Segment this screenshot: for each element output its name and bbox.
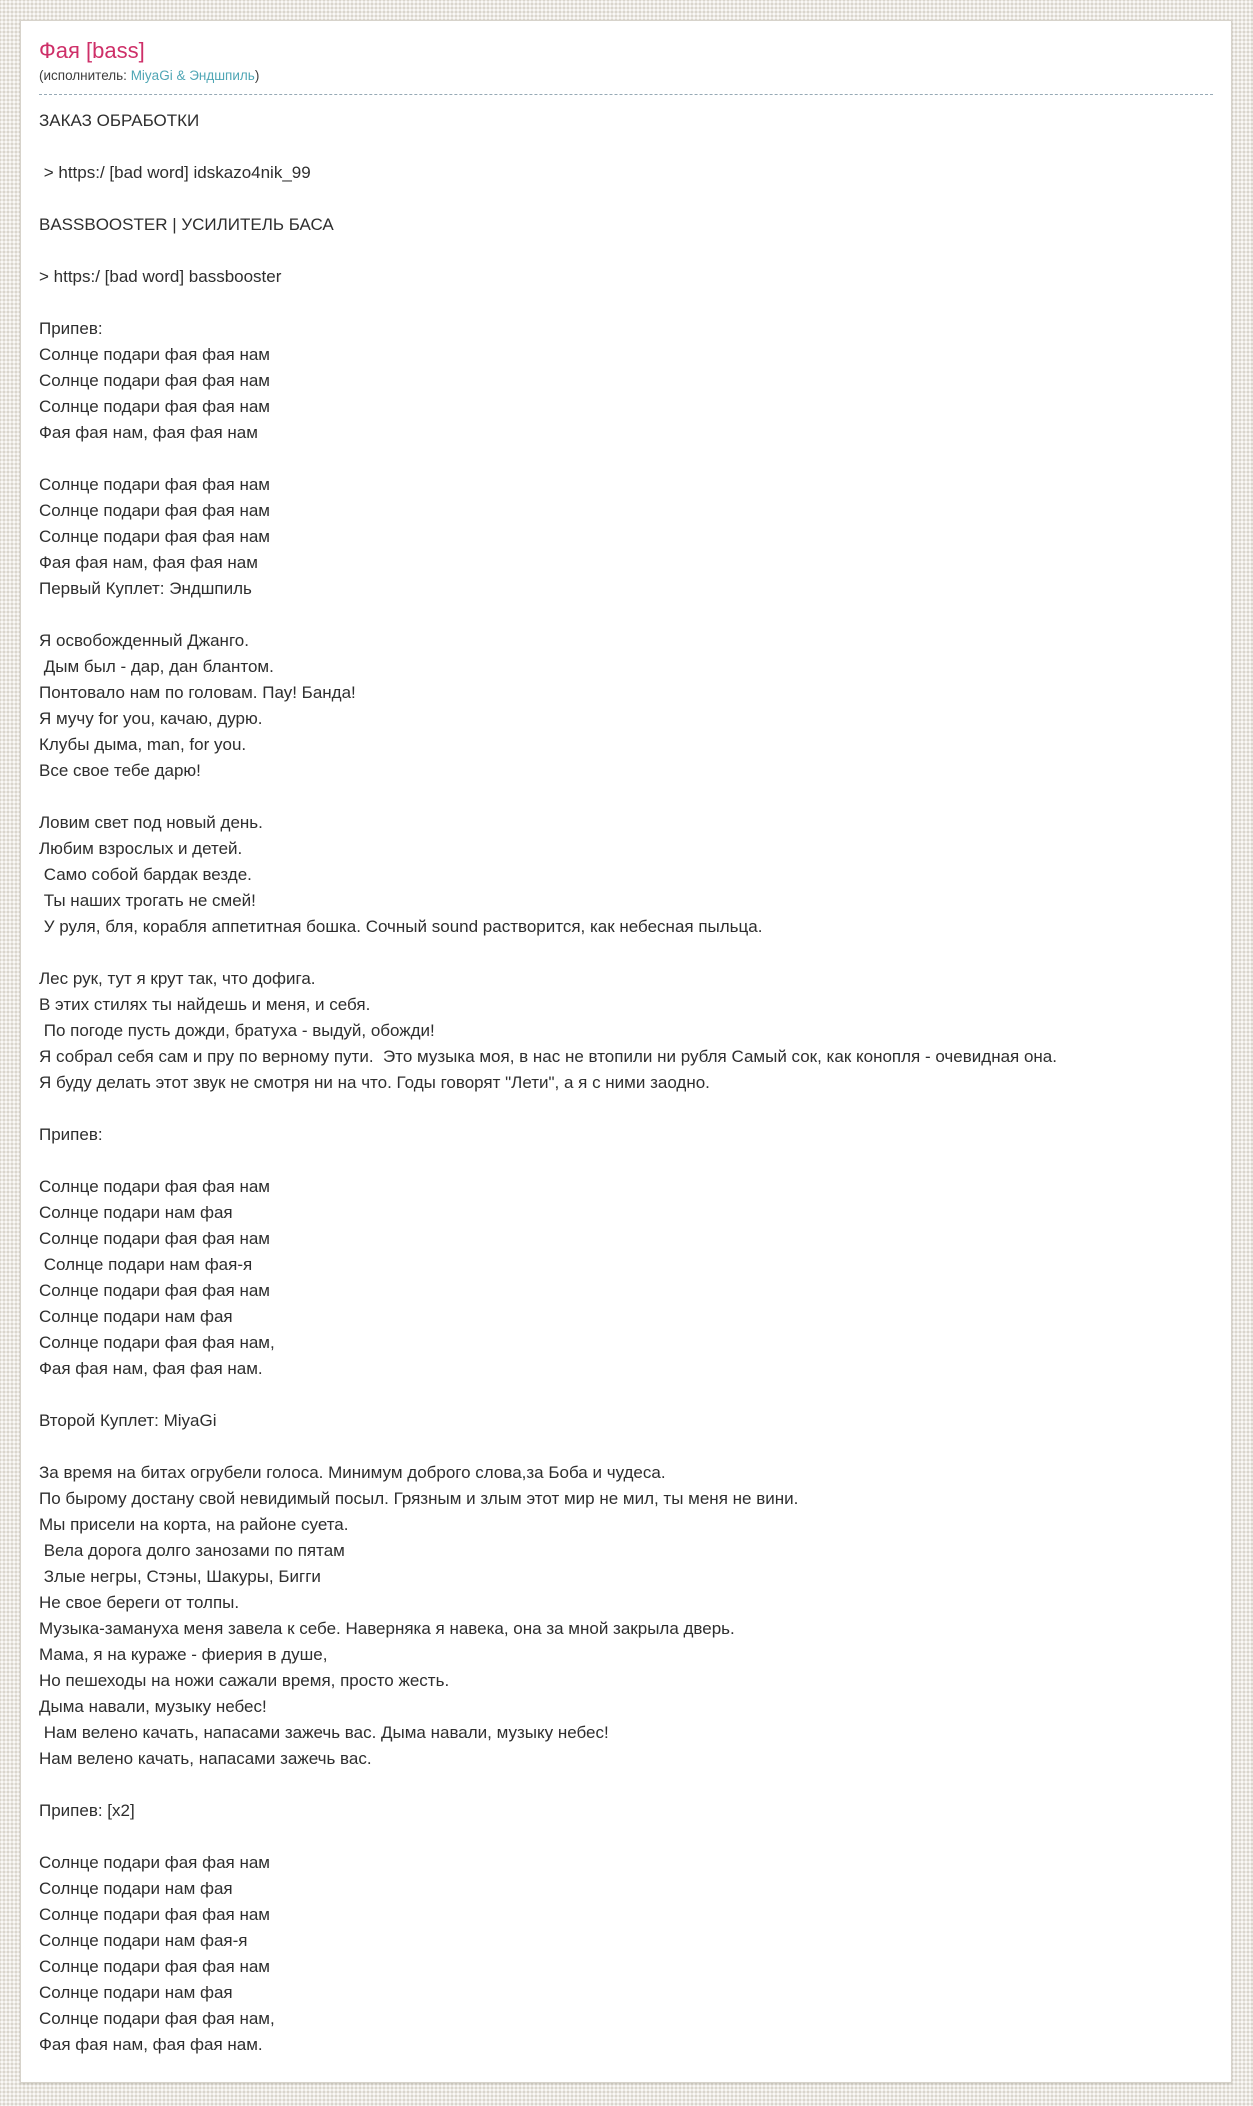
lyric-line: Солнце подари фая фая нам, <box>39 2009 275 2028</box>
lyric-line: Солнце подари нам фая-я <box>39 1255 253 1274</box>
lyric-line <box>39 1382 1213 1408</box>
lyric-line: Вела дорога долго занозами по пятам <box>39 1541 345 1560</box>
lyric-line <box>39 602 1213 628</box>
lyric-line: Солнце подари фая фая нам <box>39 527 270 546</box>
lyric-line: Я освобожденный Джанго. <box>39 631 249 650</box>
lyric-line: Я мучу for you, качаю, дурю. <box>39 709 263 728</box>
lyric-line: По бырому достану свой невидимый посыл. Грязным и злым этот мир не мил, ты меня не вини. <box>39 1489 799 1508</box>
lyric-line: Я буду делать этот звук не смотря ни на что. Годы говорят "Лети", а я с ними заодно. <box>39 1073 710 1092</box>
lyric-line: Фая фая нам, фая фая нам. <box>39 1359 263 1378</box>
lyric-line: Мама, я на кураже - фиерия в душе, <box>39 1645 328 1664</box>
lyric-line: Фая фая нам, фая фая нам <box>39 553 258 572</box>
lyric-line <box>39 290 1213 316</box>
lyrics-card <box>20 20 1232 2083</box>
lyric-line <box>39 940 1213 966</box>
lyric-line: Солнце подари фая фая нам <box>39 345 270 364</box>
lyric-line: Солнце подари нам фая <box>39 1203 233 1222</box>
lyric-line: Фая фая нам, фая фая нам. <box>39 2035 263 2054</box>
song-header <box>39 37 1213 95</box>
lyric-line: Солнце подари фая фая нам <box>39 1177 270 1196</box>
artist-suffix-label: ) <box>254 68 260 83</box>
lyrics-text <box>39 108 1213 2058</box>
lyric-line: BASSBOOSTER | УСИЛИТЕЛЬ БАСА <box>39 215 334 234</box>
lyric-line: Солнце подари фая фая нам <box>39 1905 270 1924</box>
lyric-line: Припев: [x2] <box>39 1801 135 1820</box>
lyric-line <box>39 238 1213 264</box>
lyric-line: Но пешеходы на ножи сажали время, просто жесть. <box>39 1671 450 1690</box>
lyric-line <box>39 1772 1213 1798</box>
lyric-line: Клубы дыма, man, for you. <box>39 735 247 754</box>
lyric-line: Музыка-замануха меня завела к себе. Наверняка я навека, она за мной закрыла дверь. <box>39 1619 735 1638</box>
lyric-line <box>39 186 1213 212</box>
lyric-line: Первый Куплет: Эндшпиль <box>39 579 252 598</box>
artist-prefix-label: (исполнитель: <box>39 68 131 83</box>
lyric-line: Солнце подари нам фая-я <box>39 1931 248 1950</box>
lyric-line: Мы присели на корта, на районе суета. <box>39 1515 349 1534</box>
lyric-line: Понтовало нам по головам. Пау! Банда! <box>39 683 356 702</box>
lyric-line: Фая фая нам, фая фая нам <box>39 423 258 442</box>
lyric-line <box>39 446 1213 472</box>
lyric-line <box>39 784 1213 810</box>
lyric-line: Ловим свет под новый день. <box>39 813 263 832</box>
lyric-line: Дым был - дар, дан блантом. <box>39 657 274 676</box>
lyric-line: Злые негры, Стэны, Шакуры, Бигги <box>39 1567 321 1586</box>
lyric-line: Солнце подари нам фая <box>39 1307 233 1326</box>
artist-line <box>39 67 1213 95</box>
lyric-line: У руля, бля, корабля аппетитная бошка. Сочный sound растворится, как небесная пыльца. <box>39 917 763 936</box>
song-title: Фая [bass] <box>39 38 145 63</box>
lyric-line <box>39 134 1213 160</box>
lyric-line: В этих стилях ты найдешь и меня, и себя. <box>39 995 371 1014</box>
lyric-line: Солнце подари нам фая <box>39 1879 233 1898</box>
lyric-line: > https:/ [bad word] idskazo4nik_99 <box>39 163 311 182</box>
lyric-line: Ты наших трогать не смей! <box>39 891 256 910</box>
lyric-line: Нам велено качать, напасами зажечь вас. <box>39 1749 372 1768</box>
lyric-line: Все свое тебе дарю! <box>39 761 201 780</box>
lyric-line: Само собой бардак везде. <box>39 865 252 884</box>
lyric-line: Солнце подари фая фая нам <box>39 1957 270 1976</box>
lyric-line: Солнце подари фая фая нам <box>39 397 270 416</box>
lyric-line: Припев: <box>39 319 103 338</box>
lyric-line <box>39 1096 1213 1122</box>
lyric-line: Не свое береги от толпы. <box>39 1593 240 1612</box>
lyric-line <box>39 1824 1213 1850</box>
lyric-line: Солнце подари нам фая <box>39 1983 233 2002</box>
lyric-line: Я собрал себя сам и пру по верному пути. Это музыка моя, в нас не втопили ни рубля Самый сок, как конопля - очевидная она. <box>39 1047 1057 1066</box>
lyric-line <box>39 1148 1213 1174</box>
lyric-line: Дыма навали, музыку небес! <box>39 1697 267 1716</box>
artist-link[interactable]: MiyaGi & Эндшпиль <box>130 68 255 83</box>
lyric-line: Второй Куплет: MiyaGi <box>39 1411 217 1430</box>
lyric-line: По погоде пусть дожди, братуха - выдуй, обожди! <box>39 1021 435 1040</box>
lyric-line: Припев: <box>39 1125 103 1144</box>
lyric-line: Солнце подари фая фая нам <box>39 501 270 520</box>
lyric-line: ЗАКАЗ ОБРАБОТКИ <box>39 111 200 130</box>
lyric-line: Солнце подари фая фая нам <box>39 371 270 390</box>
lyric-line: Солнце подари фая фая нам <box>39 475 270 494</box>
lyric-line: За время на битах огрубели голоса. Минимум доброго слова,за Боба и чудеса. <box>39 1463 666 1482</box>
lyric-line: Солнце подари фая фая нам <box>39 1853 270 1872</box>
lyric-line: Солнце подари фая фая нам <box>39 1229 270 1248</box>
lyric-line: Лес рук, тут я крут так, что дофига. <box>39 969 316 988</box>
lyric-line: > https:/ [bad word] bassbooster <box>39 267 282 286</box>
lyric-line <box>39 1434 1213 1460</box>
lyric-line: Любим взрослых и детей. <box>39 839 243 858</box>
lyric-line: Солнце подари фая фая нам <box>39 1281 270 1300</box>
lyric-line: Нам велено качать, напасами зажечь вас. Дыма навали, музыку небес! <box>39 1723 609 1742</box>
lyric-line: Солнце подари фая фая нам, <box>39 1333 275 1352</box>
